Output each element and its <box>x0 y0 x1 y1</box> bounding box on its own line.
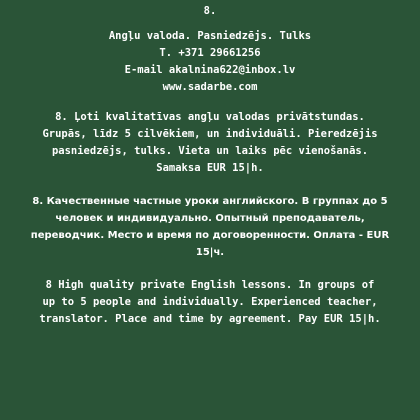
contact-phone: T. +371 29661256 <box>159 47 261 59</box>
contact-website[interactable]: www.sadarbe.com <box>162 81 258 93</box>
latvian-line: pasniedzējs, tulks. Vieta un laiks pēc vienošanās. <box>51 145 369 157</box>
russian-text-block <box>30 193 390 261</box>
russian-line: человек и индивидуально. Опытный преподаватель, <box>55 213 365 224</box>
latvian-line: 8. Ļoti kvalitatīvas angļu valodas privātstundas. <box>55 111 365 123</box>
latvian-text-block <box>30 109 390 177</box>
contact-block <box>30 28 390 96</box>
latvian-line: Grupās, līdz 5 cilvēkiem, un individuāli. Pieredzējis <box>42 128 378 140</box>
russian-line: 15|ч. <box>195 247 225 258</box>
contact-title: Angļu valoda. Pasniedzējs. Tulks <box>108 30 312 42</box>
russian-line: переводчик. Место и время по договоренности. Оплата - EUR <box>30 230 390 241</box>
contact-email[interactable]: E-mail akalnina622@inbox.lv <box>124 64 296 76</box>
english-line: translator. Place and time by agreement. Pay EUR 15|h. <box>39 313 381 325</box>
russian-line: 8. Качественные частные уроки английского. В группах до 5 <box>32 196 388 207</box>
english-line: 8 High quality private English lessons. In groups of <box>45 279 375 291</box>
english-text-block <box>30 277 390 328</box>
header-block <box>30 3 390 20</box>
ad-number: 8. <box>203 5 217 17</box>
latvian-line: Samaksa EUR 15|h. <box>156 162 264 174</box>
english-line: up to 5 people and individually. Experienced teacher, <box>42 296 378 308</box>
